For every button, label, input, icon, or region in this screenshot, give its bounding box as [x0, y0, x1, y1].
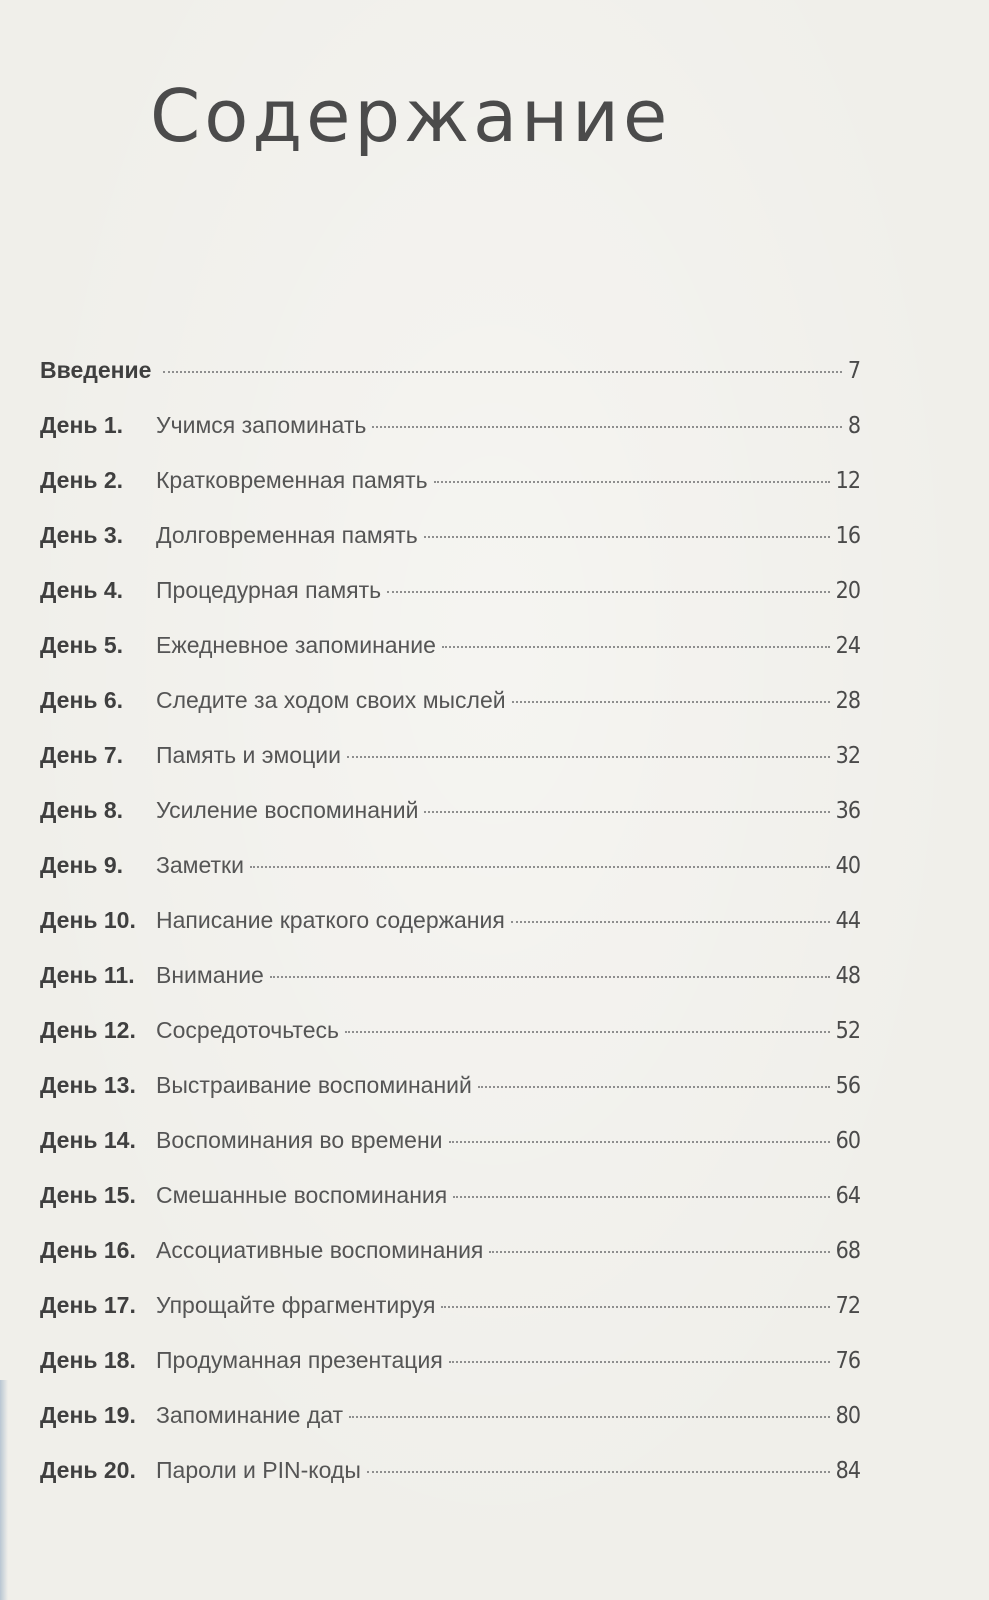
toc-page-number: 16 — [835, 523, 860, 549]
toc-day-label: День 3. — [40, 522, 124, 548]
toc-entry — [40, 1232, 860, 1287]
dot-leader — [511, 921, 830, 923]
dot-leader — [512, 701, 830, 703]
toc-entry — [40, 737, 860, 792]
toc-entry — [40, 1012, 860, 1067]
toc-page-number: 20 — [835, 578, 860, 604]
toc-page-number: 7 — [847, 358, 860, 384]
toc-day-label: День 8. — [40, 797, 124, 823]
table-of-contents — [40, 352, 860, 1507]
dot-leader — [442, 646, 830, 648]
dot-leader — [367, 1471, 830, 1473]
toc-day-label: День 12. — [40, 1017, 136, 1043]
toc-page-number: 32 — [835, 743, 860, 769]
toc-page-number: 36 — [835, 798, 860, 824]
toc-intro-label: Введение — [40, 357, 152, 383]
dot-leader — [489, 1251, 829, 1253]
toc-entry — [40, 792, 860, 847]
dot-leader — [347, 756, 830, 758]
toc-page-number: 8 — [847, 413, 860, 439]
dot-leader — [434, 481, 830, 483]
toc-entry-intro — [40, 352, 860, 407]
toc-entry-title: Упрощайте фрагментируя — [156, 1292, 436, 1318]
toc-day-label: День 5. — [40, 632, 124, 658]
dot-leader — [441, 1306, 829, 1308]
toc-day-label: День 6. — [40, 687, 124, 713]
dot-leader — [345, 1031, 830, 1033]
toc-entry — [40, 1177, 860, 1232]
toc-page-number: 12 — [835, 468, 860, 494]
toc-day-label: День 20. — [40, 1457, 136, 1483]
toc-day-label: День 1. — [40, 412, 124, 438]
toc-page-number: 80 — [835, 1403, 860, 1429]
toc-entry — [40, 957, 860, 1012]
toc-entry-title: Написание краткого содержания — [156, 907, 505, 933]
dot-leader — [449, 1361, 830, 1363]
toc-entry — [40, 1287, 860, 1342]
page-title: Содержание — [150, 74, 672, 158]
toc-entry — [40, 517, 860, 572]
toc-day-label: День 10. — [40, 907, 136, 933]
toc-entry-title: Процедурная память — [156, 577, 382, 603]
toc-entry — [40, 682, 860, 737]
toc-entry-title: Ежедневное запоминание — [156, 632, 436, 658]
toc-entry-title: Смешанные воспоминания — [156, 1182, 448, 1208]
dot-leader — [424, 536, 830, 538]
toc-page-number: 52 — [835, 1018, 860, 1044]
dot-leader — [372, 426, 841, 428]
toc-entry — [40, 1397, 860, 1452]
toc-page-number: 76 — [835, 1348, 860, 1374]
dot-leader — [387, 591, 830, 593]
toc-entry-title: Кратковременная память — [156, 467, 428, 493]
toc-day-label: День 16. — [40, 1237, 136, 1263]
toc-day-label: День 17. — [40, 1292, 136, 1318]
toc-day-label: День 14. — [40, 1127, 136, 1153]
toc-page-number: 68 — [835, 1238, 860, 1264]
toc-entry — [40, 1067, 860, 1122]
toc-entry — [40, 1122, 860, 1177]
toc-day-label: День 13. — [40, 1072, 136, 1098]
toc-page-number: 84 — [835, 1458, 860, 1484]
toc-page-number: 56 — [835, 1073, 860, 1099]
toc-day-label: День 9. — [40, 852, 124, 878]
toc-entry — [40, 572, 860, 627]
toc-day-label: День 11. — [40, 962, 135, 988]
toc-entry-title: Учимся запоминать — [156, 412, 367, 438]
toc-day-label: День 2. — [40, 467, 124, 493]
toc-entry-title: Внимание — [156, 962, 264, 988]
toc-day-label: День 15. — [40, 1182, 136, 1208]
toc-entry — [40, 627, 860, 682]
toc-entry-title: Сосредоточьтесь — [156, 1017, 339, 1043]
dot-leader — [163, 371, 841, 373]
toc-page-number: 24 — [835, 633, 860, 659]
toc-entry-title: Пароли и PIN-коды — [156, 1457, 361, 1483]
toc-entry — [40, 1342, 860, 1397]
toc-page-number: 64 — [835, 1183, 860, 1209]
toc-entry-title: Усиление воспоминаний — [156, 797, 419, 823]
toc-entry — [40, 462, 860, 517]
toc-page-number: 72 — [835, 1293, 860, 1319]
toc-entry-title: Запоминание дат — [156, 1402, 344, 1428]
toc-day-label: День 4. — [40, 577, 124, 603]
toc-entry — [40, 407, 860, 462]
toc-entry-title: Долговременная память — [156, 522, 418, 548]
page-edge-shadow — [0, 1380, 8, 1600]
toc-entry — [40, 1452, 860, 1507]
toc-entry-title: Память и эмоции — [156, 742, 341, 768]
toc-page-number: 48 — [835, 963, 860, 989]
dot-leader — [424, 811, 829, 813]
toc-page-number: 44 — [835, 908, 860, 934]
toc-entry-title: Ассоциативные воспоминания — [156, 1237, 484, 1263]
toc-day-label: День 7. — [40, 742, 124, 768]
dot-leader — [250, 866, 830, 868]
toc-day-label: День 19. — [40, 1402, 136, 1428]
toc-page-number: 40 — [835, 853, 860, 879]
toc-page-number: 60 — [835, 1128, 860, 1154]
toc-entry-title: Следите за ходом своих мыслей — [156, 687, 506, 713]
toc-entry — [40, 847, 860, 902]
toc-entry-title: Продуманная презентация — [156, 1347, 443, 1373]
toc-entry-title: Заметки — [156, 852, 244, 878]
dot-leader — [478, 1086, 830, 1088]
toc-entry-title: Выстраивание воспоминаний — [156, 1072, 472, 1098]
toc-entry — [40, 902, 860, 957]
dot-leader — [453, 1196, 829, 1198]
toc-page-number: 28 — [835, 688, 860, 714]
toc-day-label: День 18. — [40, 1347, 136, 1373]
dot-leader — [449, 1141, 830, 1143]
dot-leader — [270, 976, 830, 978]
toc-entry-title: Воспоминания во времени — [156, 1127, 443, 1153]
dot-leader — [349, 1416, 830, 1418]
